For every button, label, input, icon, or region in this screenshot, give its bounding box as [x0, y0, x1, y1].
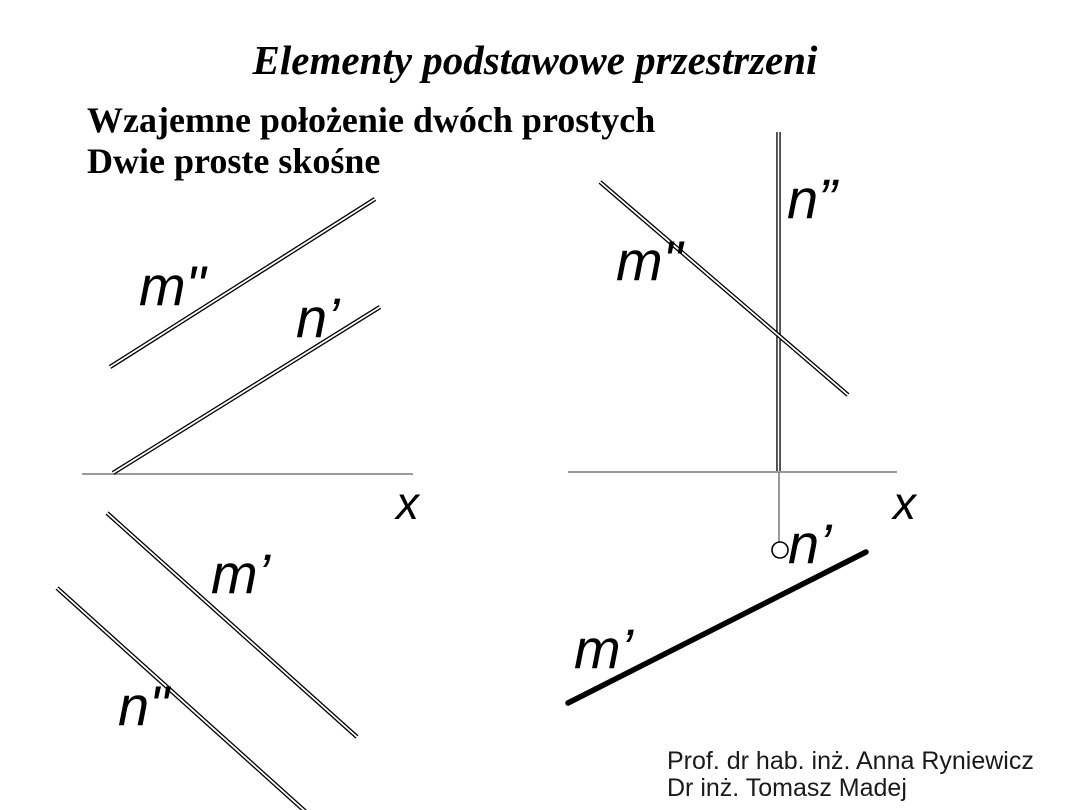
- subtitle-line-1: Wzajemne położenie dwóch prostych: [87, 100, 656, 140]
- credits: [667, 748, 1034, 802]
- left-diagram: [57, 199, 413, 810]
- credits-line-1: Prof. dr hab. inż. Anna Ryniewicz: [667, 747, 1034, 775]
- point-circle-n-top: [772, 542, 788, 558]
- right-label-m-front: m": [616, 229, 683, 292]
- left-axis-label-x: x: [396, 477, 419, 529]
- credits-line-2: Dr inż. Tomasz Madej: [667, 774, 907, 802]
- right-label-n-front: n”: [787, 167, 837, 230]
- right-label-n-top: n’: [788, 512, 832, 575]
- left-label-m-top: m’: [211, 542, 271, 605]
- left-label-n-front: n": [118, 674, 170, 737]
- subtitle-line-2: Dwie proste skośne: [87, 141, 381, 181]
- right-axis-label-x: x: [893, 477, 916, 529]
- left-label-n-top: n’: [296, 286, 340, 349]
- slide-title: Elementy podstawowe przestrzeni: [252, 37, 818, 83]
- right-label-m-top: m’: [574, 617, 634, 680]
- left-label-m-front: m": [139, 254, 206, 317]
